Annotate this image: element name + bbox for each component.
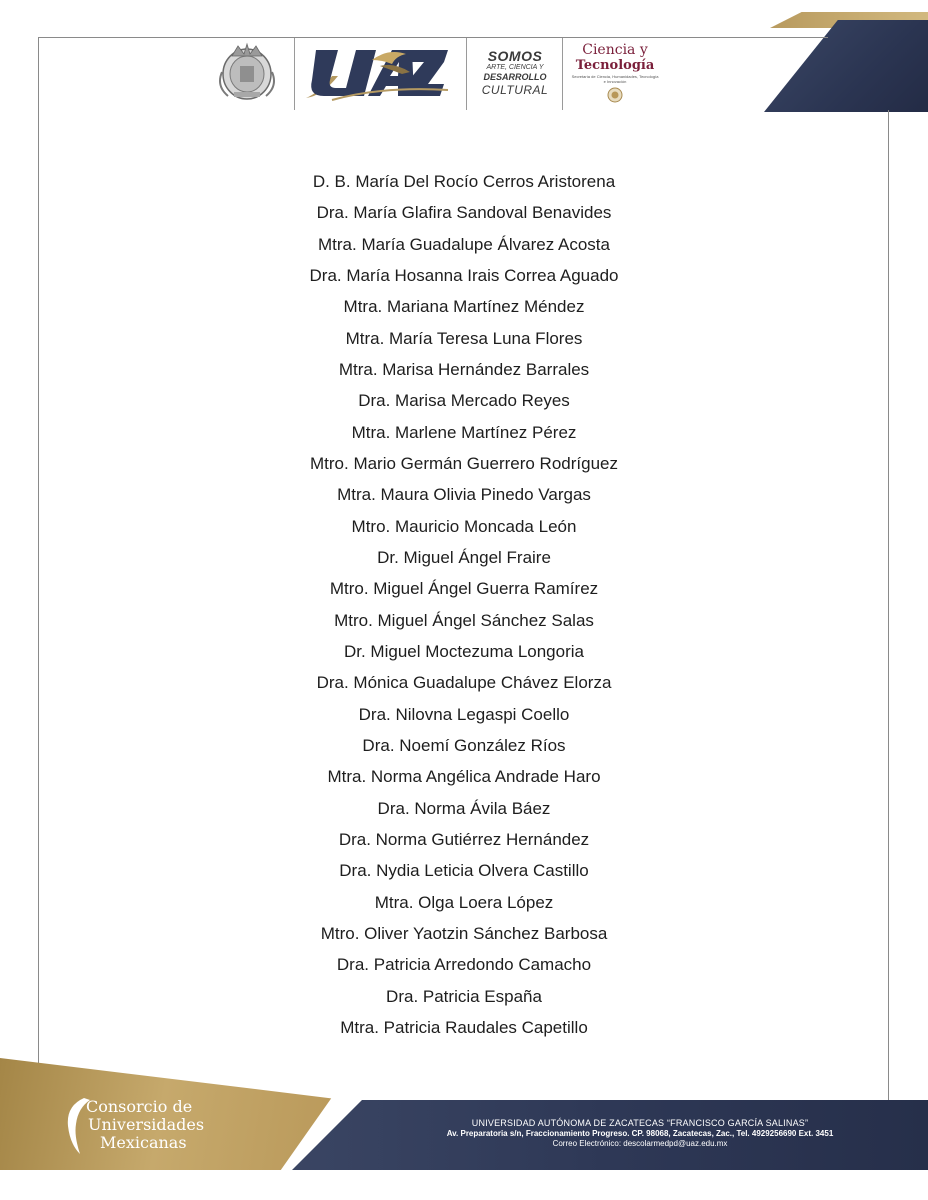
uaz-logo-icon: [302, 46, 452, 102]
list-item: Mtra. Olga Loera López: [374, 892, 554, 912]
contact-email: Correo Electrónico: descolarmedpd@uaz.edu.mx: [552, 1139, 728, 1148]
list-item: Dra. Marisa Mercado Reyes: [358, 391, 570, 411]
university-name: UNIVERSIDAD AUTÓNOMA DE ZACATECAS “FRANCISCO GARCÍA SALINAS”: [471, 1118, 809, 1128]
list-item: Mtra. Mariana Martínez Méndez: [343, 297, 585, 317]
consorcio-name: [86, 1098, 204, 1152]
corner-navy-band: [764, 20, 928, 112]
list-item: Mtra. Norma Angélica Andrade Haro: [327, 767, 601, 787]
somos-subtitle: ARTE, CIENCIA Y: [486, 64, 544, 71]
consorcio-logo: [64, 1096, 244, 1158]
list-item: Dr. Miguel Moctezuma Longoria: [343, 641, 584, 661]
consorcio-line: Consorcio de: [86, 1097, 193, 1116]
list-item: Mtra. Patricia Raudales Capetillo: [340, 1017, 588, 1037]
somos-cultural: CULTURAL: [481, 83, 549, 97]
consorcio-line: Mexicanas: [100, 1133, 187, 1152]
somos-logo: [476, 48, 554, 104]
list-item: Dra. Noemí González Ríos: [362, 735, 566, 755]
list-item: Mtro. Oliver Yaotzin Sánchez Barbosa: [320, 923, 608, 943]
list-item: Mtra. Maura Olivia Pinedo Vargas: [337, 485, 591, 505]
ciencia-title: Ciencia y: [582, 42, 648, 58]
list-item: Dra. Patricia España: [386, 986, 542, 1006]
list-item: Mtro. Mario Germán Guerrero Rodríguez: [310, 453, 618, 473]
list-item: Dra. Patricia Arredondo Camacho: [336, 955, 592, 975]
list-item: Mtro. Miguel Ángel Guerra Ramírez: [329, 579, 599, 599]
list-item: Mtro. Miguel Ángel Sánchez Salas: [334, 610, 594, 630]
mexico-emblem-icon: [607, 87, 623, 103]
list-item: Mtra. María Teresa Luna Flores: [345, 328, 583, 348]
consorcio-line: Universidades: [88, 1115, 205, 1134]
somos-title: SOMOS: [487, 48, 543, 64]
list-item: Dra. Norma Ávila Báez: [377, 798, 551, 818]
names-list: [100, 168, 828, 1045]
list-item: Dra. Mónica Guadalupe Chávez Elorza: [316, 673, 612, 693]
footer-address: [380, 1118, 900, 1149]
list-item: Dra. Nilovna Legaspi Coello: [358, 704, 570, 724]
uaz-seal-icon: [214, 42, 280, 102]
list-item: D. B. María Del Rocío Cerros Aristorena: [312, 172, 616, 191]
list-item: Dra. María Hosanna Irais Correa Aguado: [309, 265, 619, 285]
logo-separator: [562, 38, 563, 110]
header-logos: [210, 38, 670, 110]
somos-desarrollo: DESARROLLO: [483, 72, 547, 82]
postal-address: Av. Preparatoria s/n, Fraccionamiento Progreso. CP. 98068, Zacatecas, Zac., Tel. 4929256690 Ext. 3451: [446, 1129, 834, 1138]
logo-separator: [294, 38, 295, 110]
list-item: Dra. María Glafira Sandoval Benavides: [316, 203, 612, 223]
tecnologia-title: Tecnología: [575, 58, 655, 73]
frame-left-line: [38, 37, 39, 1097]
list-item: Mtra. Marlene Martínez Pérez: [351, 422, 577, 442]
list-item: Mtra. Marisa Hernández Barrales: [338, 359, 590, 379]
list-item: Mtra. María Guadalupe Álvarez Acosta: [318, 234, 610, 254]
ciencia-subtitle: Secretaría de Ciencia, Humanidades, Tecnología e Innovación: [571, 74, 659, 84]
list-item: Dra. Nydia Leticia Olvera Castillo: [339, 861, 589, 881]
list-item: Mtro. Mauricio Moncada León: [351, 516, 577, 536]
list-item: Dr. Miguel Ángel Fraire: [377, 547, 551, 567]
logo-separator: [466, 38, 467, 110]
ciencia-tecnologia-logo: [570, 42, 660, 108]
list-item: Dra. Norma Gutiérrez Hernández: [338, 829, 590, 849]
frame-right-line: [888, 110, 889, 1100]
